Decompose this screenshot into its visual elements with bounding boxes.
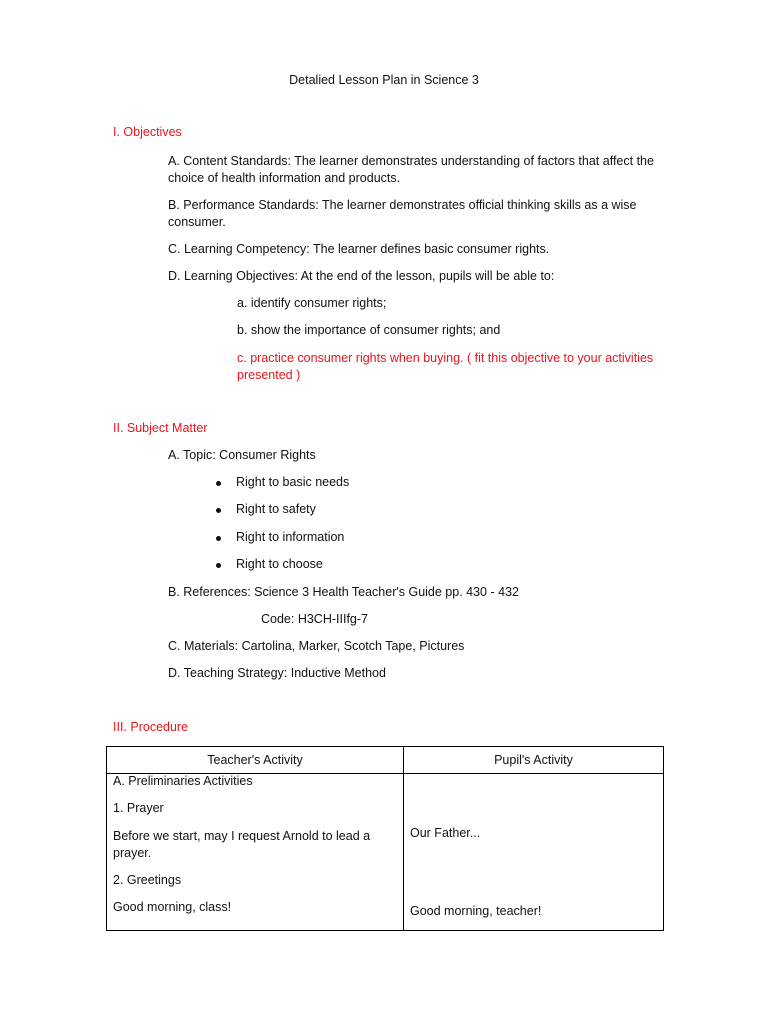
references: B. References: Science 3 Health Teacher's Guide pp. 430 - 432 [168, 585, 519, 599]
list-item: Right to basic needs [236, 475, 350, 489]
column-header-pupil: Pupil's Activity [404, 747, 664, 774]
column-header-teacher: Teacher's Activity [107, 747, 404, 774]
content-standards: A. Content Standards: The learner demonstrates understanding of factors that affect the choice of health information and products. [168, 154, 654, 185]
pupil-line: Good morning, teacher! [410, 904, 542, 918]
objective-item-c: c. practice consumer rights when buying. ( fit this objective to your activities presented ) [237, 351, 654, 382]
topic: A. Topic: Consumer Rights [168, 448, 316, 462]
procedure-table [106, 746, 664, 931]
materials: C. Materials: Cartolina, Marker, Scotch Tape, Pictures [168, 639, 465, 653]
list-item: Right to choose [236, 557, 323, 571]
learning-competency: C. Learning Competency: The learner defines basic consumer rights. [168, 242, 550, 256]
learning-objectives: D. Learning Objectives: At the end of the lesson, pupils will be able to: [168, 269, 555, 283]
teacher-line: Good morning, class! [113, 900, 232, 914]
bullet-icon [216, 481, 221, 486]
procedure-heading: III. Procedure [113, 720, 189, 734]
teacher-line: 2. Greetings [113, 873, 182, 887]
teacher-line: Before we start, may I request Arnold to lead a prayer. [113, 829, 371, 860]
reference-code: Code: H3CH-IIIfg-7 [261, 612, 368, 626]
objective-item-b: b. show the importance of consumer rights; and [237, 323, 501, 337]
subject-matter-heading: II. Subject Matter [113, 421, 208, 435]
bullet-icon [216, 508, 221, 513]
performance-standards: B. Performance Standards: The learner demonstrates official thinking skills as a wise consumer. [168, 198, 637, 229]
teaching-strategy: D. Teaching Strategy: Inductive Method [168, 666, 386, 680]
objective-item-a: a. identify consumer rights; [237, 296, 387, 310]
objectives-heading: I. Objectives [113, 125, 182, 139]
document-title: Detalied Lesson Plan in Science 3 [289, 73, 479, 87]
list-item: Right to safety [236, 502, 316, 516]
teacher-line: 1. Prayer [113, 801, 164, 815]
teacher-line: A. Preliminaries Activities [113, 774, 253, 788]
table-row [107, 774, 664, 931]
bullet-icon [216, 563, 221, 568]
teacher-activity-cell [107, 774, 404, 931]
pupil-line: Our Father... [410, 826, 481, 840]
pupil-activity-cell [404, 774, 664, 931]
table-header-row [107, 747, 664, 774]
bullet-icon [216, 536, 221, 541]
list-item: Right to information [236, 530, 345, 544]
